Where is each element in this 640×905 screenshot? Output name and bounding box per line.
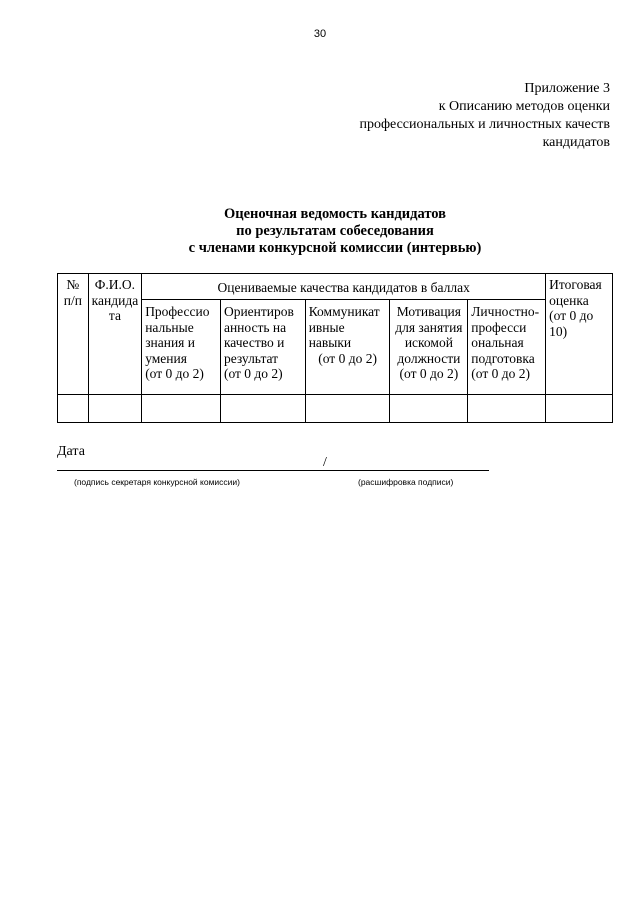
criterion-motivation	[390, 300, 468, 395]
criterion-text: искомой	[404, 335, 453, 350]
table-cell	[468, 395, 546, 423]
criterion-text: Личностно-	[471, 304, 540, 319]
table-cell	[142, 395, 221, 423]
table-cell	[58, 395, 89, 423]
criterion-text: Профессио	[145, 304, 210, 319]
table-cell	[220, 395, 305, 423]
criterion-text: (от 0 до 2)	[145, 366, 204, 381]
header-text: (от 0 до	[549, 308, 594, 323]
criterion-communication	[305, 300, 390, 395]
criterion-text: знания и	[145, 335, 195, 350]
criterion-text: нальные	[145, 319, 194, 335]
criterion-text: (от 0 до 2)	[399, 366, 459, 381]
criterion-text: анность на	[223, 319, 287, 335]
header-qualities: Оцениваемые качества кандидатов в баллах	[142, 274, 546, 300]
appendix-line: Приложение 3	[524, 81, 610, 96]
header-text: п/п	[63, 292, 82, 308]
table-cell	[546, 395, 613, 423]
table-cell	[88, 395, 142, 423]
signature-line	[57, 470, 489, 471]
table-cell	[305, 395, 390, 423]
title-line: с членами конкурсной комиссии (интервью)	[188, 240, 482, 256]
secretary-signature-caption: (подпись секретаря конкурсной комиссии)	[74, 477, 240, 487]
criterion-text: (от 0 до 2)	[471, 366, 530, 381]
header-text: Ф.И.О.	[94, 277, 136, 292]
header-text: №	[66, 277, 80, 292]
criterion-text: для занятия	[395, 319, 463, 335]
date-label: Дата	[57, 444, 85, 459]
criterion-text: результат	[223, 350, 279, 366]
criterion-orientation	[220, 300, 305, 395]
assessment-table	[57, 273, 613, 423]
criterion-text: Мотивация	[396, 304, 461, 319]
criterion-text: качество и	[223, 335, 285, 350]
appendix-line: профессиональных и личностных качеств	[359, 117, 610, 132]
signature-separator: /	[323, 455, 327, 470]
criterion-personal	[468, 300, 546, 395]
appendix-line: к Описанию методов оценки	[438, 99, 610, 114]
document-title	[0, 206, 640, 257]
criterion-text: (от 0 до 2)	[223, 366, 283, 381]
signature-decode-caption: (расшифровка подписи)	[358, 477, 454, 487]
criterion-text: должности	[397, 350, 461, 366]
appendix-line: кандидатов	[542, 135, 610, 150]
criterion-text: умения	[145, 350, 187, 366]
criterion-text: навыки	[308, 335, 352, 350]
criterion-professional	[142, 300, 221, 395]
header-text: кандида	[91, 292, 139, 308]
criterion-text: ивные	[308, 319, 345, 335]
criterion-text: (от 0 до 2)	[318, 350, 377, 366]
criterion-text: ональная	[471, 335, 524, 350]
header-fio	[88, 274, 142, 395]
header-text: та	[108, 308, 121, 323]
criterion-text: Коммуникат	[308, 304, 380, 319]
criterion-text: професси	[471, 319, 527, 335]
table-row	[58, 395, 613, 423]
header-total	[546, 274, 613, 395]
title-line: Оценочная ведомость кандидатов	[223, 206, 446, 222]
appendix-header	[359, 80, 610, 152]
criterion-text: подготовка	[471, 350, 535, 366]
header-number	[58, 274, 89, 395]
header-text: Итоговая	[549, 277, 602, 292]
criterion-text: Ориентиров	[223, 304, 294, 319]
header-text: оценка	[549, 292, 589, 308]
header-text: 10)	[549, 323, 568, 339]
table-cell	[390, 395, 468, 423]
page-number: 30	[313, 28, 327, 40]
title-line: по результатам собеседования	[236, 223, 434, 239]
